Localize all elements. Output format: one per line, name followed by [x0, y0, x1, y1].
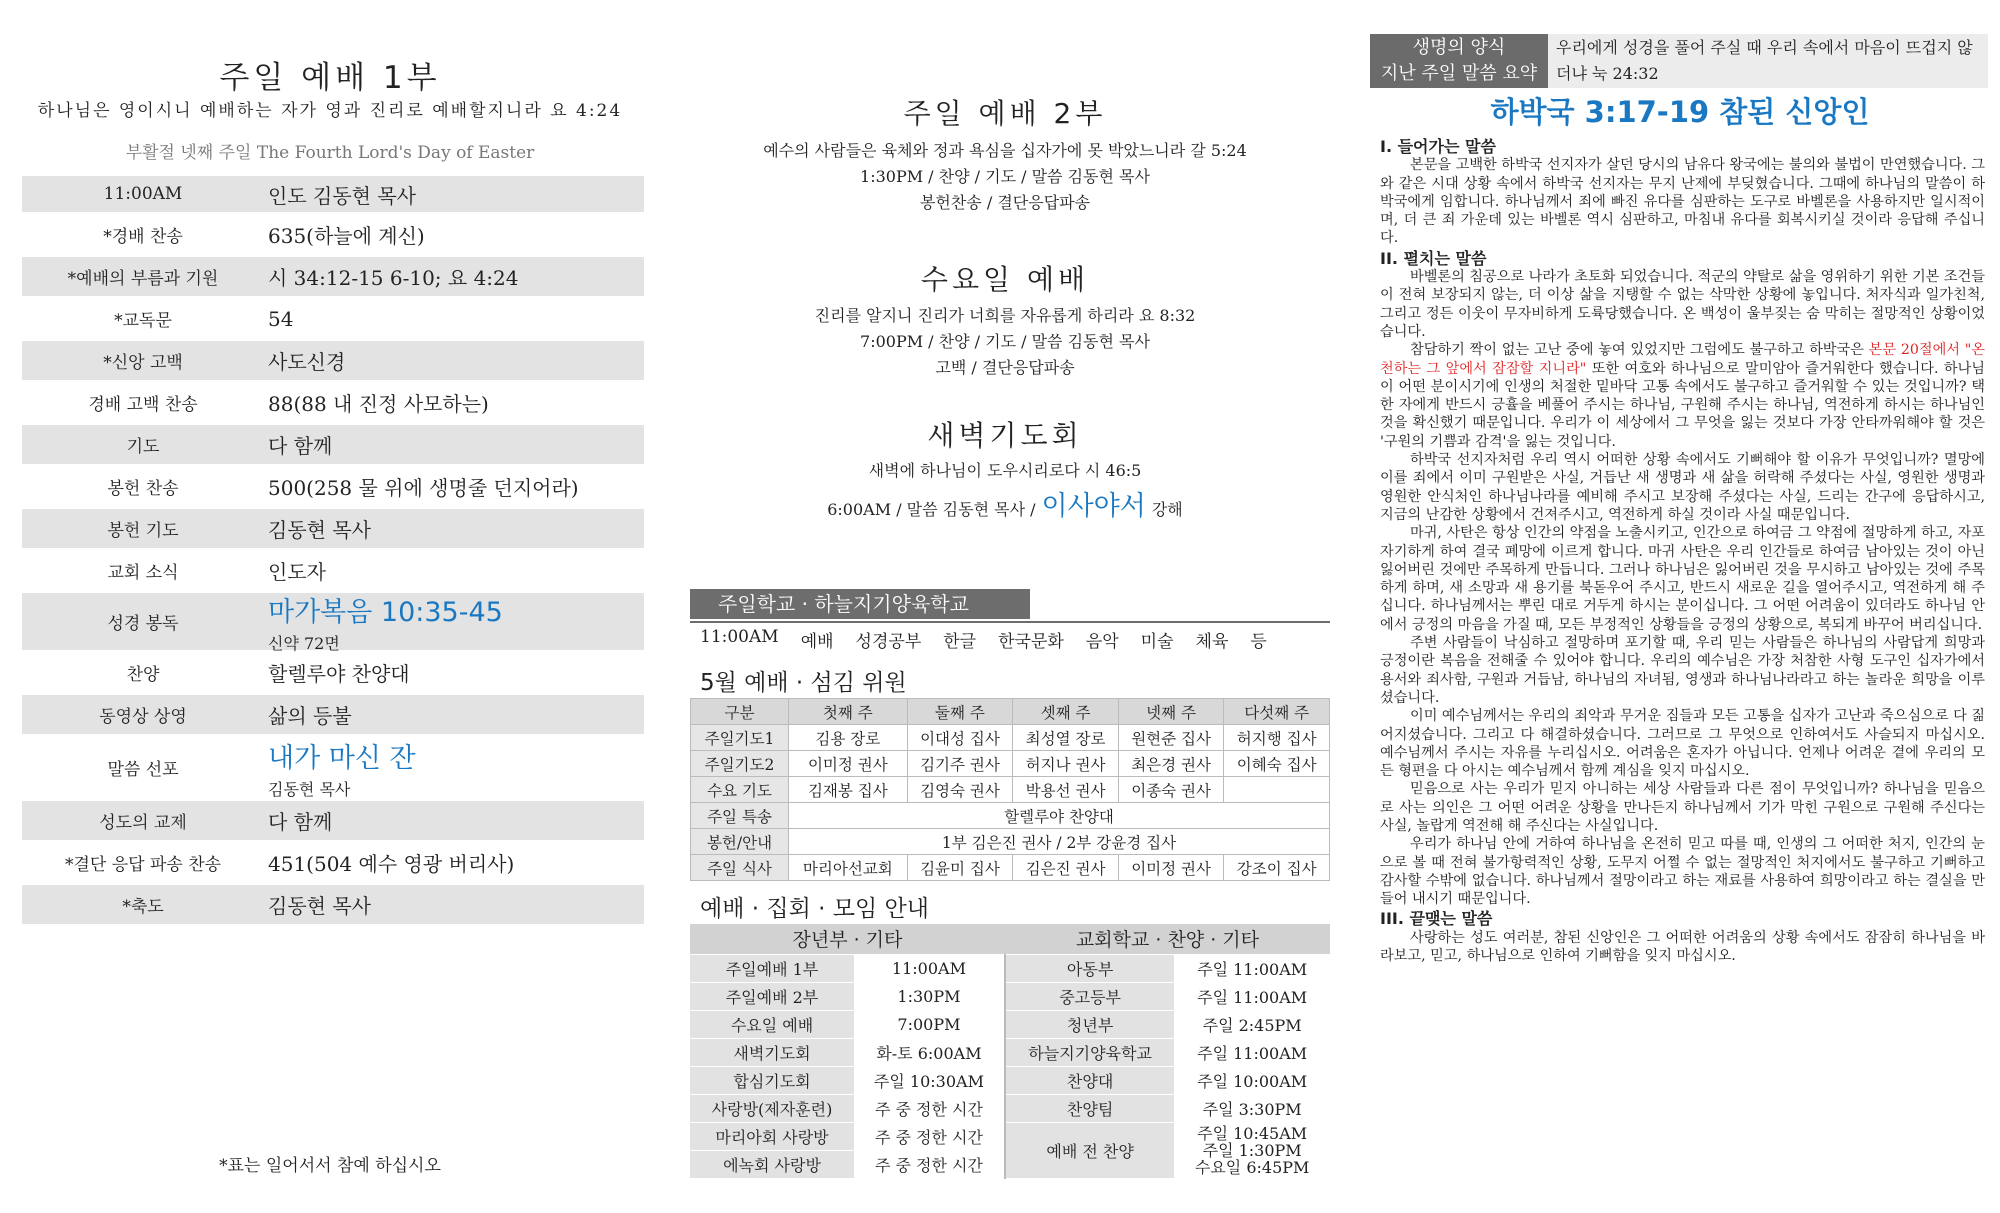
duty-cell: 김용 장로	[789, 725, 908, 751]
order-row	[22, 885, 644, 924]
service2-verse: 예수의 사람들은 육체와 정과 욕심을 십자가에 못 박았느니라 갈 5:24	[763, 141, 1247, 160]
order-value-note: 김동현 목사	[268, 779, 351, 799]
order-label: *교독문	[114, 311, 172, 331]
sermon-paragraph: 마귀, 사탄은 항상 인간의 약점을 노출시키고, 인간으로 하여금 그 약점에 절망하게 하고, 자포자기하게 하여 결국 폐망에 이르게 합니다. 마귀 사탄은 우리 인간들로 하여금 남아있는 것이 아닌 잃어버린 것에만 주목하게 만듭니다. 그러나 하나님은 잃어버린 것을 무시하고 남아있는 것에 주목하게 하며, 새 소망과 새 용기를 북돋우어 주시고, 반드시 새로운 길을 열어주시고, 역전하게 해 주십니다. 하나님께서는 뿌린 대로 거두게 하시는 분이십니다. 그 어떤 어려움이 있더라도 하나님 안에서 긍정의 마음을 가질 때, 모든 부정적인 상황들을 긍정의 상황으로, 복되게 바꾸어 버리십니다.	[1380, 525, 1985, 633]
order-label: 성도의 교제	[99, 813, 187, 833]
order-row	[22, 593, 644, 653]
duty-title: 5월 예배 · 섬김 위원	[700, 670, 907, 696]
order-value-text: 다 함께	[268, 810, 333, 834]
order-label: 기도	[126, 437, 160, 457]
duty-cell: 이미정 권사	[1118, 855, 1224, 881]
order-label: 말씀 선포	[107, 760, 179, 780]
order-label: 찬양	[126, 665, 160, 685]
meeting-time: 7:00PM	[854, 1010, 1005, 1038]
duty-cell: 주일 식사	[691, 855, 789, 881]
service2-line1: 1:30PM / 찬양 / 기도 / 말씀 김동현 목사	[860, 167, 1150, 186]
service2-line2: 봉헌찬송 / 결단응답파송	[919, 193, 1091, 212]
duty-row	[691, 725, 1330, 751]
order-row	[22, 299, 644, 338]
sermon-column	[1360, 0, 2000, 1213]
duty-row	[691, 803, 1330, 829]
order-label: 경배 고백 찬송	[88, 395, 198, 415]
meetings-row	[690, 982, 1330, 1010]
order-value	[254, 346, 644, 375]
duty-row	[691, 777, 1330, 803]
meeting-time-list	[1174, 1122, 1330, 1178]
sunday-school-item: 한글	[943, 632, 977, 652]
meeting-name: 찬양대	[1005, 1066, 1174, 1094]
sermon-label-box	[1370, 34, 1548, 88]
duty-cell: 최은경 권사	[1118, 751, 1224, 777]
order-value	[254, 590, 644, 654]
wednesday-line2: 고백 / 결단응답파송	[935, 358, 1075, 377]
order-row	[22, 215, 644, 254]
sunday-school-item: 성경공부	[855, 632, 922, 652]
sermon-red-quote: 본문 20절에서 "온 천하는 그 앞에서 잠잠할 지니라"	[1380, 342, 1985, 377]
order-value-text: 마가복음 10:35-45	[268, 596, 503, 628]
sunday-school-item: 등	[1250, 632, 1267, 652]
sunday-school-items	[700, 627, 1289, 652]
duty-header-cell: 넷째 주	[1118, 699, 1224, 725]
order-label: 봉헌 기도	[107, 521, 179, 541]
sermon-heading-2: II. 펼치는 말씀	[1380, 248, 1487, 268]
order-row	[22, 843, 644, 882]
meeting-name: 중고등부	[1005, 982, 1174, 1010]
service1-verse: 하나님은 영이시니 예배하는 자가 영과 진리로 예배할지니라 요 4:24	[37, 101, 623, 121]
sunday-school-item: 예배	[800, 632, 834, 652]
order-value	[254, 700, 644, 729]
order-value	[254, 848, 644, 877]
meeting-name: 사랑방(제자훈련)	[690, 1094, 854, 1122]
sermon-paragraph: 이미 예수님께서는 우리의 죄악과 무거운 짐들과 모든 고통을 십자가 고난과 죽으심으로 다 짊어지셨습니다. 그리고 다 해결하셨습니다. 그러므로 그 무엇으로 인하여서도 사슬되지 마십시오. 예수님께서 주시는 자유를 누리십시오. 어려움은 혼자가 아닙니다. 언제나 어려운 곁에 우리의 모든 형편을 다 아시는 예수님께서 함께 계심을 잊지 마십시오.	[1380, 708, 1985, 780]
order-value	[254, 180, 644, 209]
duty-header-cell: 첫째 주	[789, 699, 908, 725]
dawn-line-post: 강해	[1151, 500, 1183, 519]
meeting-name: 주일예배 2부	[690, 982, 854, 1010]
meetings-right-header: 교회학교 · 찬양 · 기타	[1005, 924, 1330, 954]
duty-cell: 김기주 권사	[907, 751, 1013, 777]
dawn-verse: 새벽에 하나님이 도우시리로다 시 46:5	[868, 461, 1142, 480]
meeting-name: 찬양팀	[1005, 1094, 1174, 1122]
order-label: *신앙 고백	[103, 353, 183, 373]
meeting-name: 주일예배 1부	[690, 954, 854, 982]
order-value	[254, 890, 644, 919]
sermon-paragraph: 바벨론의 침공으로 나라가 초토화 되었습니다. 적군의 약탈로 삶을 영위하기 위한 기본 조건들이 전혀 보장되지 않는, 더 이상 삶을 지탱할 수 없는 삭막한 상황에 놓입니다. 처자식과 일가친척, 그리고 정든 이웃이 무자비하게 도륙당했습니다. 온 백성이 울부짖는 숨 막히는 절망적인 상황이었습니다.	[1380, 269, 1985, 340]
duty-cell: 할렐루야 찬양대	[789, 803, 1330, 829]
sermon-paragraph: 믿음으로 사는 우리가 믿지 아니하는 세상 사람들과 다른 점이 무엇입니까? 하나님을 믿음으로 사는 의인은 그 어떤 어려운 상황을 만나든지 하나님께서 기가 막힌 구원으로 구원해 주신다는 사실, 놀랍게 역전해 해 주신다는 사실입니다.	[1380, 781, 1985, 834]
service2-title: 주일 예배 2부	[903, 97, 1107, 130]
duty-cell: 허지행 집사	[1224, 725, 1330, 751]
duty-cell: 주일 특송	[691, 803, 789, 829]
duty-header-row	[691, 699, 1330, 725]
meetings-title: 예배 · 집회 · 모임 안내	[700, 896, 929, 922]
order-row	[22, 257, 644, 296]
meeting-name: 청년부	[1005, 1010, 1174, 1038]
meetings-body	[690, 954, 1330, 1178]
order-value	[254, 472, 644, 501]
meetings-row	[690, 1038, 1330, 1066]
order-label: *예배의 부름과 기원	[67, 269, 219, 289]
wednesday-verse: 진리를 알지니 진리가 너희를 자유롭게 하리라 요 8:32	[814, 306, 1196, 325]
duty-header-cell: 구분	[691, 699, 789, 725]
meeting-time: 주일 11:00AM	[1174, 1038, 1330, 1066]
order-row	[22, 176, 644, 212]
duty-cell: 봉헌/안내	[691, 829, 789, 855]
duty-cell: 최성열 장로	[1013, 725, 1119, 751]
wednesday-line1: 7:00PM / 찬양 / 기도 / 말씀 김동현 목사	[860, 332, 1150, 351]
sermon-paragraph: 하박국 선지자처럼 우리 역시 어떠한 상황 속에서도 기뻐해야 할 이유가 무엇입니까? 멸망에 이를 죄에서 이미 구원받은 사실, 거듭난 새 생명과 새 삶을 허락해 주셨다는 사실, 영원한 생명과 영원한 안식처인 하나님나라를 예비해 주시고 보장해 주셨다는 사실, 드리는 간구에 응답하시고, 지금의 난감한 상황에서 건져주시고, 역전하게 하실 것이라 사실 때문입니다.	[1380, 452, 1985, 523]
duty-header-cell: 셋째 주	[1013, 699, 1119, 725]
meeting-time: 주 중 정한 시간	[854, 1122, 1005, 1150]
order-value	[254, 736, 644, 800]
sunday-school-rule	[690, 621, 1330, 623]
order-value-text: 내가 마신 잔	[268, 742, 416, 774]
meetings-header-row	[690, 924, 1330, 954]
sermon-paragraph: 우리가 하나님 안에 거하여 하나님을 온전히 믿고 따를 때, 인생의 그 어떠한 처지, 인간의 눈으로 볼 때 전혀 불가항력적인 상황, 도무지 어쩔 수 없는 절망적인 처지에서도 불구하고 기뻐하고 감사할 수밖에 없습니다. 하나님께서 절망이라고 하는 재료를 사용하여 희망이라고 하는 결실을 만들어 내시기 때문입니다.	[1380, 836, 1985, 908]
order-row	[22, 383, 644, 422]
meeting-time: 11:00AM	[854, 954, 1005, 982]
duty-cell: 이대성 집사	[907, 725, 1013, 751]
order-value-text: 88(88 내 진정 사모하는)	[268, 392, 489, 416]
duty-cell: 이종숙 권사	[1118, 777, 1224, 803]
order-row	[22, 341, 644, 380]
sermon-paragraph: 사랑하는 성도 여러분, 참된 신앙인은 그 어떠한 어려움의 상황 속에서도 잠잠히 하나님을 바라보고, 믿고, 하나님으로 인하여 기뻐함을 잊지 마십시오.	[1380, 929, 1985, 965]
duty-cell: 김영숙 권사	[907, 777, 1013, 803]
duty-header-cell: 다섯째 주	[1224, 699, 1330, 725]
dawn-line	[680, 484, 1330, 523]
order-of-service	[22, 176, 644, 927]
order-value-text: 삶의 등불	[268, 704, 352, 728]
order-value	[254, 514, 644, 543]
duty-cell: 이혜숙 집사	[1224, 751, 1330, 777]
order-label: 11:00AM	[103, 184, 183, 204]
order-value	[254, 658, 644, 687]
order-label: *축도	[122, 897, 164, 917]
duty-cell: 원현준 집사	[1118, 725, 1224, 751]
duty-cell: 김재봉 집사	[789, 777, 908, 803]
order-value-text: 인도 김동현 목사	[268, 183, 416, 208]
order-row	[22, 467, 644, 506]
meeting-time: 주일 2:45PM	[1174, 1010, 1330, 1038]
duty-cell: 김윤미 집사	[907, 855, 1013, 881]
meeting-name: 마리아회 사랑방	[690, 1122, 854, 1150]
order-value-text: 시 34:12-15 6-10; 요 4:24	[268, 266, 519, 290]
sunday-school-item: 미술	[1140, 632, 1174, 652]
meeting-time: 주일 3:30PM	[1174, 1094, 1330, 1122]
meeting-name: 합심기도회	[690, 1066, 854, 1094]
duty-row	[691, 751, 1330, 777]
duty-cell: 1부 김은진 권사 / 2부 강윤경 집사	[789, 829, 1330, 855]
duty-header-cell: 둘째 주	[907, 699, 1013, 725]
service1-footnote: *표는 일어서서 참예 하십시오	[219, 1156, 441, 1176]
duty-row	[691, 829, 1330, 855]
sermon-label1: 생명의 양식	[1412, 37, 1506, 58]
sermon-p3a: 참담하기 짝이 없는 고난 중에 놓여 있었지만 그럼에도 불구하고 하박국은	[1410, 342, 1869, 359]
order-value-text: 인도자	[268, 560, 326, 584]
order-value	[254, 220, 644, 249]
sermon-heading-3: III. 끝맺는 말씀	[1380, 909, 1493, 929]
order-value-text: 할렐루야 찬양대	[268, 662, 410, 686]
meeting-name: 예배 전 찬양	[1005, 1122, 1174, 1178]
duty-cell: 허지나 권사	[1013, 751, 1119, 777]
order-value-text: 54	[268, 306, 294, 331]
meetings-row	[690, 1094, 1330, 1122]
order-value-text: 500(258 물 위에 생명줄 던지어라)	[268, 476, 579, 500]
meeting-name: 아동부	[1005, 954, 1174, 982]
service1-title: 주일 예배 1부	[219, 60, 441, 96]
sermon-body	[1380, 136, 1985, 965]
sunday-school-item: 음악	[1085, 632, 1119, 652]
sermon-paragraph: 주변 사람들이 낙심하고 절망하며 포기할 때, 우리 믿는 사람들은 하나님의 사람답게 희망과 긍정이란 복음을 전해줄 수 있어야 합니다. 우리의 예수님은 가장 처참한 사형 도구인 십자가에서 용서와 죄사함, 구원과 거듭남, 하나님의 자녀됨, 영생과 하나님나라라고 하는 놀라운 희망을 이루셨습니다.	[1380, 635, 1985, 706]
meeting-time: 주일 1:30PM	[1202, 1140, 1302, 1160]
duty-cell: 수요 기도	[691, 777, 789, 803]
meeting-time: 화-토 6:00AM	[854, 1038, 1005, 1066]
dawn-book: 이사야서	[1041, 491, 1146, 522]
order-label: 교회 소식	[107, 563, 179, 583]
order-label: 봉헌 찬송	[107, 479, 179, 499]
order-value-text: 김동현 목사	[268, 518, 371, 542]
meeting-time: 주 중 정한 시간	[854, 1094, 1005, 1122]
order-value-note: 신약 72면	[268, 633, 340, 653]
order-row	[22, 551, 644, 590]
order-label: *경배 찬송	[103, 227, 183, 247]
meeting-name: 새벽기도회	[690, 1038, 854, 1066]
meetings-row	[690, 1122, 1330, 1150]
order-value-text: 635(하늘에 계신)	[268, 224, 425, 248]
duty-cell: 주일기도1	[691, 725, 789, 751]
sunday-school-item: 체육	[1195, 632, 1229, 652]
services-column	[680, 0, 1330, 1213]
meetings-row	[690, 1010, 1330, 1038]
order-value-text: 다 함께	[268, 434, 333, 458]
order-row	[22, 695, 644, 734]
meeting-time: 수요일 6:45PM	[1194, 1157, 1310, 1177]
meeting-time: 주일 10:30AM	[854, 1066, 1005, 1094]
sunday-school-bar: 주일학교 · 하늘지기양육학교	[690, 589, 1030, 619]
sermon-label2: 지난 주일 말씀 요약	[1380, 63, 1538, 84]
order-value-text: 김동현 목사	[268, 894, 371, 918]
order-row	[22, 509, 644, 548]
order-value	[254, 262, 644, 291]
order-label: 성경 봉독	[107, 614, 179, 634]
duty-cell: 이미정 권사	[789, 751, 908, 777]
duty-cell: 주일기도2	[691, 751, 789, 777]
order-row	[22, 737, 644, 798]
duty-cell: 김은진 권사	[1013, 855, 1119, 881]
meetings-row	[690, 954, 1330, 982]
order-row	[22, 801, 644, 840]
order-value	[254, 556, 644, 585]
sunday-school-item: 한국문화	[998, 632, 1064, 652]
duty-table	[690, 698, 1330, 881]
meeting-time: 1:30PM	[854, 982, 1005, 1010]
duty-cell	[1224, 777, 1330, 803]
sermon-p3b: 또한 여호와 하나님으로 말미암아 즐거워한다 했습니다. 하나님이 어떤 분이시기에 인생의 처절한 밑바닥 고통 속에서도 불구하고 즐거워할 수 있는 것입니까? 택한 자에게 반드시 긍휼을 베풀어 주시는 하나님, 구원해 주시는 하나님, 역전하게 하시는 하나님인 것을 확신했기 때문입니다. 우리가 이 세상에서 그 무엇을 잃는 것보다 가장 안타까워해야 할 것은 '구원의 기쁨과 감격'을 잃는 것입니다.	[1380, 360, 1985, 450]
duty-cell: 강조이 집사	[1224, 855, 1330, 881]
sermon-quote: 우리에게 성경을 풀어 주실 때 우리 속에서 마음이 뜨겁지 않더냐 눅 24:32	[1548, 34, 1988, 88]
order-label: *결단 응답 파송 찬송	[64, 855, 222, 875]
order-value	[254, 430, 644, 459]
meeting-name: 에녹회 사랑방	[690, 1150, 854, 1178]
wednesday-title: 수요일 예배	[920, 263, 1090, 296]
meeting-time: 주일 10:00AM	[1174, 1066, 1330, 1094]
sermon-paragraph: 본문을 고백한 하박국 선지자가 살던 당시의 남유다 왕국에는 불의와 불법이 만연했습니다. 그와 같은 시대 상황 속에서 하박국 선지자는 무지 난제에 부딪혔습니다. 그때에 하나님의 말씀이 하박국에게 임합니다. 하나님께서 죄에 빠진 유다를 심판하는 도구로 바벨론을 사용하지만 일시적이며, 더 큰 죄 가운데 있는 바벨론 역시 심판하고, 마침내 유다를 회복시키실 것이라 응답해 주십니다.	[1380, 157, 1985, 247]
sermon-heading-1: I. 들어가는 말씀	[1380, 137, 1496, 156]
meeting-time: 주 중 정한 시간	[854, 1150, 1005, 1178]
order-value	[254, 388, 644, 417]
meetings-left-header: 장년부 · 기타	[690, 924, 1005, 954]
sermon-title: 하박국 3:17-19 참된 신앙인	[1490, 95, 1870, 129]
order-row	[22, 425, 644, 464]
order-value-text: 451(504 예수 영광 버리사)	[268, 852, 515, 876]
meeting-time: 주일 11:00AM	[1174, 982, 1330, 1010]
dawn-line-pre: 6:00AM / 말씀 김동현 목사 /	[827, 500, 1036, 519]
meetings-row	[690, 1066, 1330, 1094]
service1-subtitle: 부활절 넷째 주일 The Fourth Lord's Day of Easter	[125, 143, 535, 163]
order-label: 동영상 상영	[99, 707, 187, 727]
order-value-text: 사도신경	[268, 350, 346, 374]
sunday-school-item: 11:00AM	[700, 627, 779, 647]
order-value	[254, 307, 644, 331]
order-row	[22, 653, 644, 692]
meeting-time: 주일 11:00AM	[1174, 954, 1330, 982]
duty-row	[691, 855, 1330, 881]
meetings-table	[690, 924, 1330, 1179]
order-value	[254, 806, 644, 835]
meeting-name: 하늘지기양육학교	[1005, 1038, 1174, 1066]
meeting-time: 주일 10:45AM	[1197, 1123, 1308, 1143]
meeting-name: 수요일 예배	[690, 1010, 854, 1038]
service1-column	[0, 0, 660, 1213]
sermon-paragraph-highlight	[1380, 341, 1985, 451]
dawn-title: 새벽기도회	[927, 419, 1083, 452]
duty-cell: 박용선 권사	[1013, 777, 1119, 803]
duty-body	[691, 725, 1330, 881]
duty-cell: 마리아선교회	[789, 855, 908, 881]
